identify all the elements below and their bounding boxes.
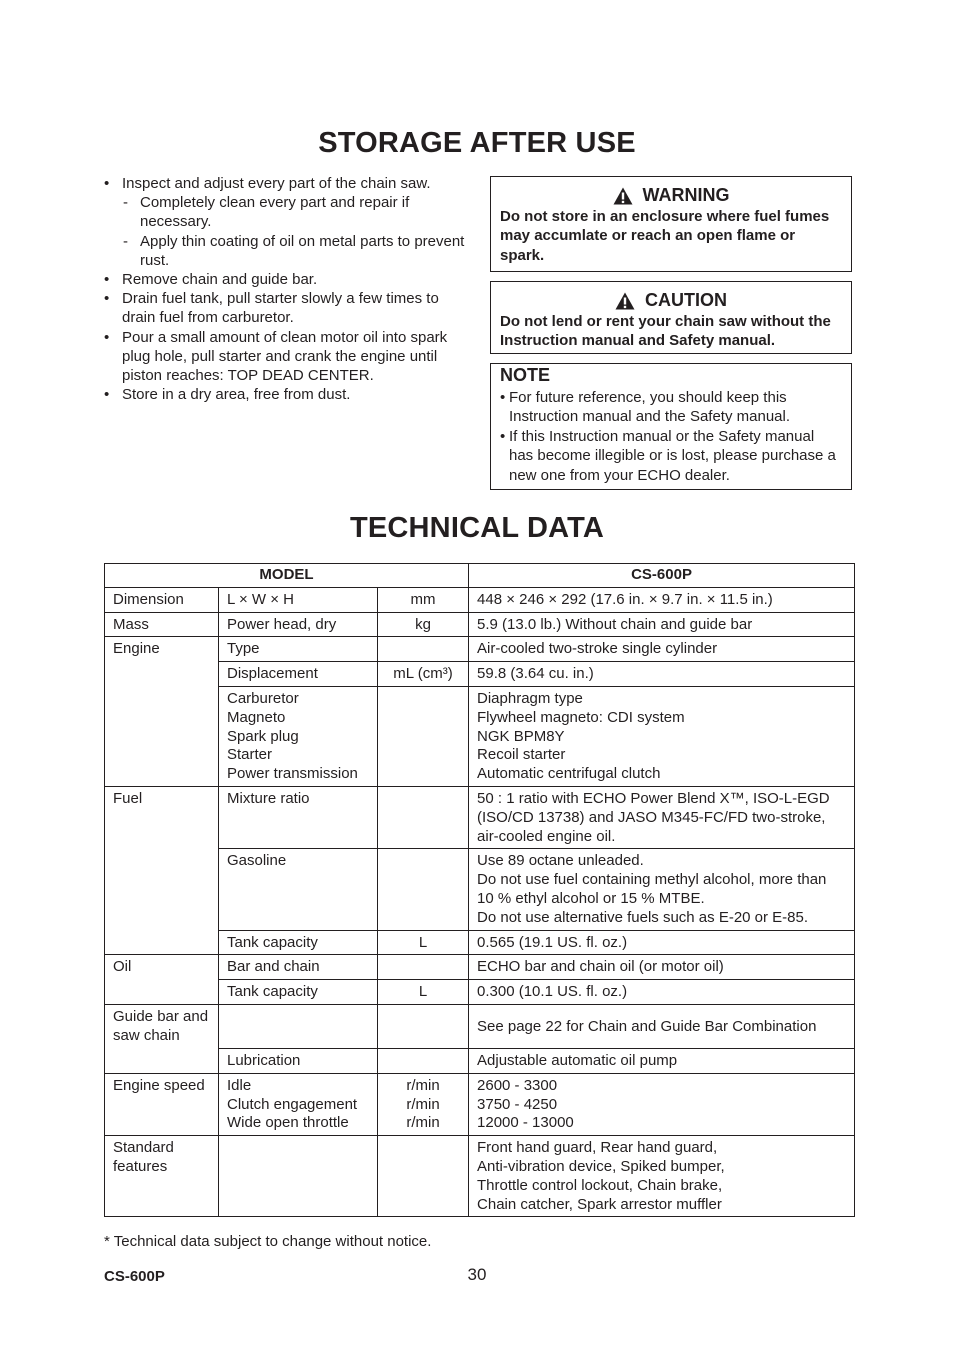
row-item: Carburetor (227, 689, 299, 707)
row-value: Adjustable automatic oil pump (469, 1048, 855, 1073)
row-item: L × W × H (219, 587, 378, 612)
row-value: Chain catcher, Spark arrestor muffler (477, 1195, 722, 1213)
row-item: Mixture ratio (219, 786, 378, 848)
row-unit (378, 786, 469, 848)
row-value: 5.9 (13.0 lb.) Without chain and guide bar (469, 612, 855, 637)
dash: - (123, 194, 128, 212)
sub-list-item (104, 193, 474, 231)
list-item-text: Store in a dry area, free from dust. (122, 386, 351, 404)
row-category: Engine speed (105, 1073, 219, 1135)
row-unit (378, 637, 469, 662)
caution-heading (500, 290, 842, 312)
row-unit (378, 686, 469, 786)
row-value-list (469, 1136, 855, 1217)
row-category: Guide bar and saw chain (105, 1004, 219, 1073)
note-heading: NOTE (500, 365, 551, 385)
row-value: 59.8 (3.64 cu. in.) (469, 662, 855, 687)
row-unit: L (378, 980, 469, 1005)
list-item-text: Remove chain and guide bar. (122, 271, 318, 289)
row-value: 3750 - 4250 (477, 1095, 558, 1113)
sub-list-item-text: Apply thin coating of oil on metal parts to prevent rust. (140, 232, 465, 269)
table-row (105, 587, 855, 612)
note-item-text: For future reference, you should keep this Instruction manual and the Safety manual. (509, 389, 791, 426)
row-category: Oil (105, 955, 219, 1005)
row-value: Flywheel magneto: CDI system (477, 708, 685, 726)
header-model: MODEL (105, 564, 469, 588)
list-item (104, 385, 474, 404)
list-item (104, 289, 474, 327)
row-item: Displacement (219, 662, 378, 687)
row-value: See page 22 for Chain and Guide Bar Combination (469, 1004, 855, 1048)
row-value: Air-cooled two-stroke single cylinder (469, 637, 855, 662)
row-value-list (469, 686, 855, 786)
warning-box (490, 176, 852, 272)
row-unit: r/min (406, 1076, 440, 1094)
sub-list-item (104, 232, 474, 270)
bullet: • (104, 271, 110, 289)
table-row (105, 955, 855, 980)
row-unit (378, 1004, 469, 1048)
row-value: 2600 - 3300 (477, 1076, 558, 1094)
row-item: Wide open throttle (227, 1114, 349, 1132)
row-value: 12000 - 13000 (477, 1114, 574, 1132)
table-row (105, 1004, 855, 1048)
row-item: Starter (227, 746, 273, 764)
row-value: Throttle control lockout, Chain brake, (477, 1176, 723, 1194)
row-item: Lubrication (219, 1048, 378, 1073)
table-row (105, 1136, 855, 1217)
row-value: NGK BPM8Y (477, 727, 565, 745)
row-value: 50 : 1 ratio with ECHO Power Blend X™, ISO-L-EGD (ISO/CD 13738) and JASO M345-FC/FD two-stroke, air-cooled engine oil. (469, 786, 855, 848)
row-unit (378, 955, 469, 980)
storage-list (104, 174, 474, 404)
row-value: 448 × 246 × 292 (17.6 in. × 9.7 in. × 11.5 in.) (469, 587, 855, 612)
list-item-text: Inspect and adjust every part of the chain saw. (122, 175, 431, 192)
list-item (104, 174, 474, 193)
technical-data-table (104, 563, 855, 1217)
warning-heading (500, 185, 842, 207)
row-category: Engine (105, 637, 219, 787)
row-item: Power transmission (227, 765, 358, 783)
row-item: Idle (227, 1076, 252, 1094)
row-item (219, 1136, 378, 1217)
table-row (105, 637, 855, 662)
row-unit: r/min (406, 1114, 440, 1132)
row-unit-list (378, 1073, 469, 1135)
bullet: • (104, 175, 110, 192)
row-value-list (469, 849, 855, 930)
row-unit (378, 1136, 469, 1217)
note-box (490, 363, 852, 490)
row-value: Use 89 octane unleaded. (477, 852, 644, 870)
note-item (500, 388, 842, 427)
row-item: Tank capacity (219, 930, 378, 955)
list-item-text: Pour a small amount of clean motor oil into spark plug hole, pull starter and crank the engine until piston reaches: TOP DEAD CENTER. (122, 328, 448, 385)
row-item: Clutch engagement (227, 1095, 358, 1113)
row-value: Do not use alternative fuels such as E-20 or E-85. (477, 908, 809, 926)
row-item: Spark plug (227, 727, 299, 745)
row-value: Do not use fuel containing methyl alcohol, more than 10 % ethyl alcohol or 15 % MTBE. (477, 871, 827, 907)
row-unit: r/min (406, 1095, 440, 1113)
row-item (219, 1004, 378, 1048)
row-item: Type (219, 637, 378, 662)
row-unit: kg (378, 612, 469, 637)
bullet: • (500, 427, 506, 445)
caution-triangle-icon (615, 292, 635, 310)
bullet: • (104, 290, 110, 308)
row-item: Power head, dry (219, 612, 378, 637)
caution-text: Do not lend or rent your chain saw without the Instruction manual and Safety manual. (500, 313, 831, 350)
row-value: Anti-vibration device, Spiked bumper, (477, 1157, 725, 1175)
list-item (104, 328, 474, 386)
list-item (104, 270, 474, 289)
bullet: • (104, 328, 110, 346)
row-value: Automatic centrifugal clutch (477, 765, 661, 783)
list-item-text: Drain fuel tank, pull starter slowly a few times to drain fuel from carburetor. (122, 290, 439, 327)
technical-data-title: TECHNICAL DATA (349, 512, 605, 544)
page-number: 30 (467, 1265, 487, 1284)
row-item: Gasoline (219, 849, 378, 930)
header-value: CS-600P (469, 564, 855, 588)
row-value: Recoil starter (477, 746, 566, 764)
table-row (105, 612, 855, 637)
storage-title: STORAGE AFTER USE (318, 127, 636, 159)
bullet: • (104, 386, 110, 404)
row-value: ECHO bar and chain oil (or motor oil) (469, 955, 855, 980)
row-value-list (469, 1073, 855, 1135)
warning-heading-text: WARNING (642, 185, 730, 206)
caution-heading-text: CAUTION (645, 290, 727, 311)
footer-model: CS-600P (104, 1268, 165, 1285)
table-row (105, 1073, 855, 1135)
row-value: 0.300 (10.1 US. fl. oz.) (469, 980, 855, 1005)
row-item: Tank capacity (219, 980, 378, 1005)
row-category: Dimension (105, 587, 219, 612)
note-item-text: If this Instruction manual or the Safety manual has become illegible or is lost, please purchase a new one from your ECHO dealer. (509, 427, 836, 484)
row-value: Front hand guard, Rear hand guard, (477, 1139, 718, 1157)
row-unit: L (378, 930, 469, 955)
footnote: * Technical data subject to change without notice. (104, 1233, 432, 1250)
row-category: Standard features (105, 1136, 219, 1217)
warning-triangle-icon (613, 187, 633, 205)
table-row (105, 786, 855, 848)
sub-list-item-text: Completely clean every part and repair if necessary. (140, 194, 410, 231)
warning-text: Do not store in an enclosure where fuel fumes may accumlate or reach an open flame or spark. (500, 208, 830, 264)
row-category: Fuel (105, 786, 219, 954)
row-unit (378, 1048, 469, 1073)
note-item (500, 427, 842, 485)
row-item-list (219, 1073, 378, 1135)
table-header-row (105, 564, 855, 588)
row-category: Mass (105, 612, 219, 637)
dash: - (123, 232, 128, 250)
row-unit: mm (378, 587, 469, 612)
row-item: Magneto (227, 708, 286, 726)
row-value: 0.565 (19.1 US. fl. oz.) (469, 930, 855, 955)
row-unit: mL (cm³) (378, 662, 469, 687)
row-unit (378, 849, 469, 930)
row-item-list (219, 686, 378, 786)
row-item: Bar and chain (219, 955, 378, 980)
bullet: • (500, 389, 506, 406)
caution-box (490, 281, 852, 354)
row-value: Diaphragm type (477, 689, 583, 707)
